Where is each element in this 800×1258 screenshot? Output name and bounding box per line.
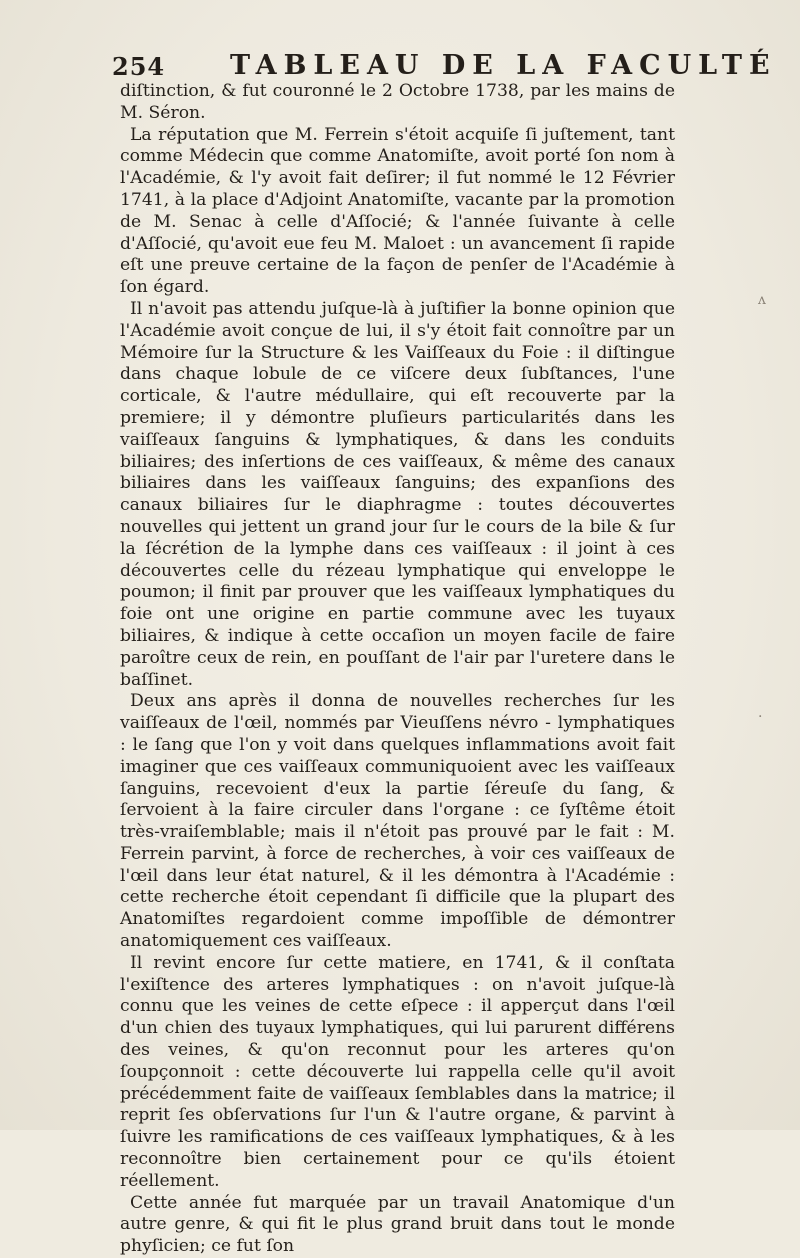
paragraph-lymphatic-arteries: Il revint encore ſur cette matiere, en 1741, & il conſtata l'exiſtence des arteres lymphatiques : on n'avoit juſque-là connu que les veines de cette eſpece : il apperçut dans l'œil d'un chien des tuyaux lymphatiques, qui lui parurent différens des veines, & qu'on reconnut pour les arteres qu'on ſoupçonnoit : cette découverte lui rappella celle qu'il avoit précédemment faite de vaiſſeaux ſemblables dans la matrice; il reprit ſes obſervations ſur l'un & l'autre organe, & parvint à ſuivre les ramifications de ces vaiſſeaux lymphatiques, & à les reconnoître bien certainement pour ce qu'ils étoient réellement. bbox=[120, 952, 675, 1191]
margin-mark: ʌ bbox=[758, 292, 766, 308]
page-header bbox=[112, 46, 777, 81]
paragraph-reputation: La réputation que M. Ferrein s'étoit acquiſe ſi juſtement, tant comme Médecin que comme Anatomiſte, avoit porté ſon nom à l'Académie, & l'y avoit fait deſirer; il fut nommé le 12 Février 1741, à la place d'Adjoint Anatomiſte, vacante par la promotion de M. Senac à celle d'Aſſocié; & l'année ſuivante à celle d'Aſſocié, qu'avoit eue feu M. Maloet : un avancement ſi rapide eſt une preuve certaine de la façon de penſer de l'Académie à ſon égard. bbox=[120, 124, 675, 298]
paragraph-liver-memoir: Il n'avoit pas attendu juſque-là à juſtifier la bonne opinion que l'Académie avoit conçue de lui, il s'y étoit fait connoître par un Mémoire ſur la Structure & les Vaiſſeaux du Foie : il diſtingue dans chaque lobule de ce viſcere deux ſubſtances, l'une corticale, & l'autre médullaire, qui eſt recouverte par la premiere; il y démontre pluſieurs particularités dans les vaiſſeaux ſanguins & lymphatiques, & dans les conduits biliaires; des inſertions de ces vaiſſeaux, & même des canaux biliaires dans les vaiſſeaux ſanguins; des expanſions des canaux biliaires ſur le diaphragme : toutes découvertes nouvelles qui jettent un grand jour ſur le cours de la bile & ſur la ſécrétion de la lymphe dans ces vaiſſeaux : il joint à ces découvertes celle du rézeau lymphatique qui enveloppe le poumon; il finit par prouver que les vaiſſeaux lymphatiques du foie ont une origine en partie commune avec les tuyaux biliaires, & indique à cette occaſion un moyen facile de faire paroître ceux de rein, en pouſſant de l'air par l'uretere dans le baſſinet. bbox=[120, 298, 675, 690]
body-text bbox=[120, 81, 675, 1258]
margin-mark: . bbox=[758, 705, 763, 721]
paragraph-eye-vessels: Deux ans après il donna de nouvelles recherches ſur les vaiſſeaux de l'œil, nommés par Vieuſſens névro - lymphatiques : le ſang que l'on y voit dans quelques inflammations avoit fait imaginer que ces vaiſſeaux communiquoient avec les vaiſſeaux ſanguins, recevoient d'eux la partie ſéreuſe du ſang, & ſervoient à la faire circuler dans l'organe : ce ſyſtême étoit très-vraiſemblable; mais il n'étoit pas prouvé par le fait : M. Ferrein parvint, à force de recherches, à voir ces vaiſſeaux de l'œil dans leur état naturel, & il les démontra à l'Académie : cette recherche étoit cependant ſi difficile que la plupart des Anatomiſtes regardoient comme impoſſible de démontrer anatomiquement ces vaiſſeaux. bbox=[120, 691, 675, 952]
page-number: 254 bbox=[112, 52, 166, 81]
paragraph-continuation: diſtinction, & fut couronné le 2 Octobre 1738, par les mains de M. Séron. bbox=[120, 81, 675, 123]
paragraph-anatomical-work: Cette année fut marquée par un travail Anatomique d'un autre genre, & qui fit le plus grand bruit dans tout le monde phyſicien; ce fut ſon bbox=[120, 1192, 675, 1257]
running-title: TABLEAU DE LA FACULTÉ bbox=[230, 50, 777, 81]
